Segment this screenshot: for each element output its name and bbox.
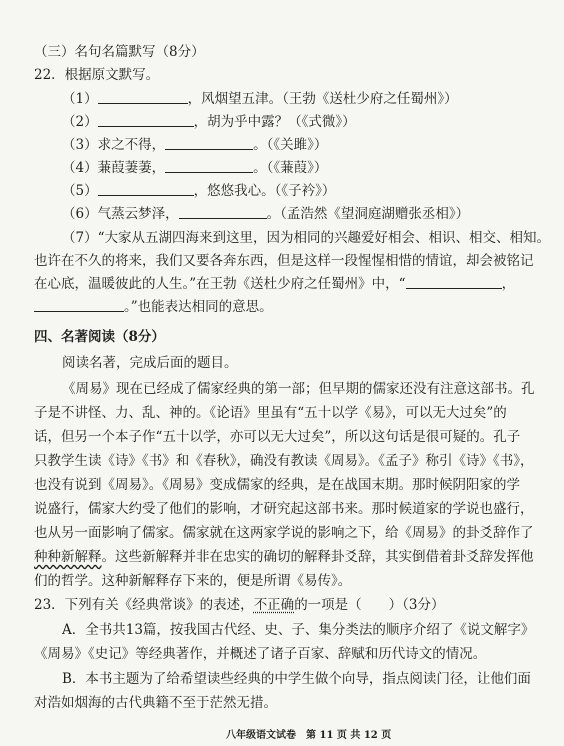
passage-line-9: 们的哲学。这种新解释存下来的，便是所谓《易传》。 — [34, 573, 352, 589]
q22-item-2 — [62, 113, 356, 131]
item-text: 。”也能表达相同的意思。 — [124, 299, 273, 315]
answer-blank[interactable] — [98, 183, 194, 196]
q22-item-6 — [62, 205, 469, 223]
answer-blank[interactable] — [98, 91, 188, 104]
q22-item-7-line4 — [34, 298, 273, 316]
answer-blank[interactable] — [165, 137, 253, 150]
option-b-line1: B．本书主题为了给希望读些经典的中学生做个向导，指点阅读门径，让他们面 — [62, 671, 531, 687]
answer-blank[interactable] — [165, 160, 253, 173]
passage-line-2: 子是不讲怪、力、乱、神的。《论语》里虽有“五十以学《易》，可以无大过矣”的 — [34, 405, 507, 421]
item-number: （1） — [62, 91, 98, 107]
answer-blank[interactable] — [179, 206, 267, 219]
page-footer: 八年级语文试卷 第 11 页 共 12 页 — [226, 730, 392, 741]
q23-title — [34, 596, 445, 614]
q22-item-7-line2: 也许在不久的将来，我们又要各奔东西，但是这样一段惺惺相惜的情谊，却会被铭记 — [34, 253, 534, 269]
q22-item-1 — [62, 90, 458, 108]
section4-intro: 阅读名著，完成后面的题目。 — [62, 355, 238, 371]
item-number: （5） — [62, 183, 98, 199]
q22-title: 22．根据原文默写。 — [34, 67, 160, 83]
item-text: 。（《蒹葭》） — [253, 160, 328, 176]
passage-line-5: 也没有说到《周易》。《周易》变成儒家的经典，是在战国末期。那时候阴阳家的学 — [34, 477, 520, 493]
item-text: 在心底，温暖彼此的人生。”在王勃《送杜少府之任蜀州》中，“ — [34, 276, 406, 292]
passage-text: 。这些新解释并非在忠实的确切的解释卦爻辞，其实倒借着卦爻辞发挥他 — [101, 549, 534, 565]
q22-item-7-line3 — [34, 275, 515, 293]
item-number: （4） — [62, 160, 98, 176]
passage-line-7: 也从另一面影响了儒家。儒家就在这两家学说的影响之下，给《周易》的卦爻辞作了 — [34, 525, 534, 541]
item-number: （6） — [62, 206, 98, 222]
passage-line-1: 《周易》现在已经成了儒家经典的第一部；但早期的儒家还没有注意这部书。孔 — [62, 381, 535, 397]
item-text: 求之不得， — [97, 137, 166, 153]
passage-line-3: 话，但另一个本子作“五十以学，亦可以无大过矣”，所以这句话是很可疑的。孔子 — [34, 429, 521, 445]
q22-item-3 — [62, 136, 327, 154]
question-text: 的一项是（ ）（3分） — [294, 597, 445, 613]
answer-blank[interactable] — [34, 299, 124, 312]
answer-blank[interactable] — [98, 114, 194, 127]
item-text: 。（孟浩然《望洞庭湖赠张丞相》） — [266, 206, 470, 222]
option-b-line2: 对浩如烟海的古代典籍不至于茫然无措。 — [34, 695, 277, 711]
option-a-line1: A．全书共13篇，按我国古代经、史、子、集分类法的顺序介绍了《说文解字》 — [62, 622, 535, 638]
item-text: ，悠悠我心。（《子衿》） — [193, 183, 336, 199]
item-text: ，风烟望五津。（王勃《送杜少府之任蜀州》） — [187, 91, 458, 107]
q22-item-7-line1: （7）“大家从五湖四海来到这里，因为相同的兴趣爱好相会、相识、相交、相知。 — [62, 230, 550, 246]
passage-line-4: 只教学生读《诗》《书》和《春秋》，确没有教读《周易》。《孟子》称引《诗》《书》， — [34, 453, 534, 469]
item-text: 蒹葭萋萋， — [97, 160, 166, 176]
section3-heading: （三）名句名篇默写（8分） — [34, 44, 205, 60]
option-a-line2: 《周易》《史记》等经典著作，并概述了诸子百家、辞赋和历代诗文的情况。 — [34, 646, 487, 662]
item-text: ，胡为乎中露？（《式微》） — [193, 114, 356, 130]
question-text: 23．下列有关《经典常谈》的表述， — [34, 597, 254, 613]
item-text: ， — [501, 276, 516, 292]
q22-item-4 — [62, 159, 327, 177]
emphasis-text: 不正确 — [253, 597, 295, 613]
item-number: （2） — [62, 114, 98, 130]
passage-line-8 — [34, 548, 534, 566]
item-number: （3） — [62, 137, 98, 153]
q22-item-5 — [62, 182, 335, 200]
section4-heading: 四、名著阅读（8分） — [34, 329, 165, 345]
item-text: 气蒸云梦泽， — [97, 206, 179, 222]
underlined-phrase: 种种新解释 — [34, 549, 102, 565]
answer-blank[interactable] — [406, 276, 502, 289]
passage-line-6: 说盛行，儒家大约受了他们的影响，才研究起这部书来。那时候道家的学说也盛行， — [34, 501, 534, 517]
item-text: 。（《关雎》） — [253, 137, 328, 153]
